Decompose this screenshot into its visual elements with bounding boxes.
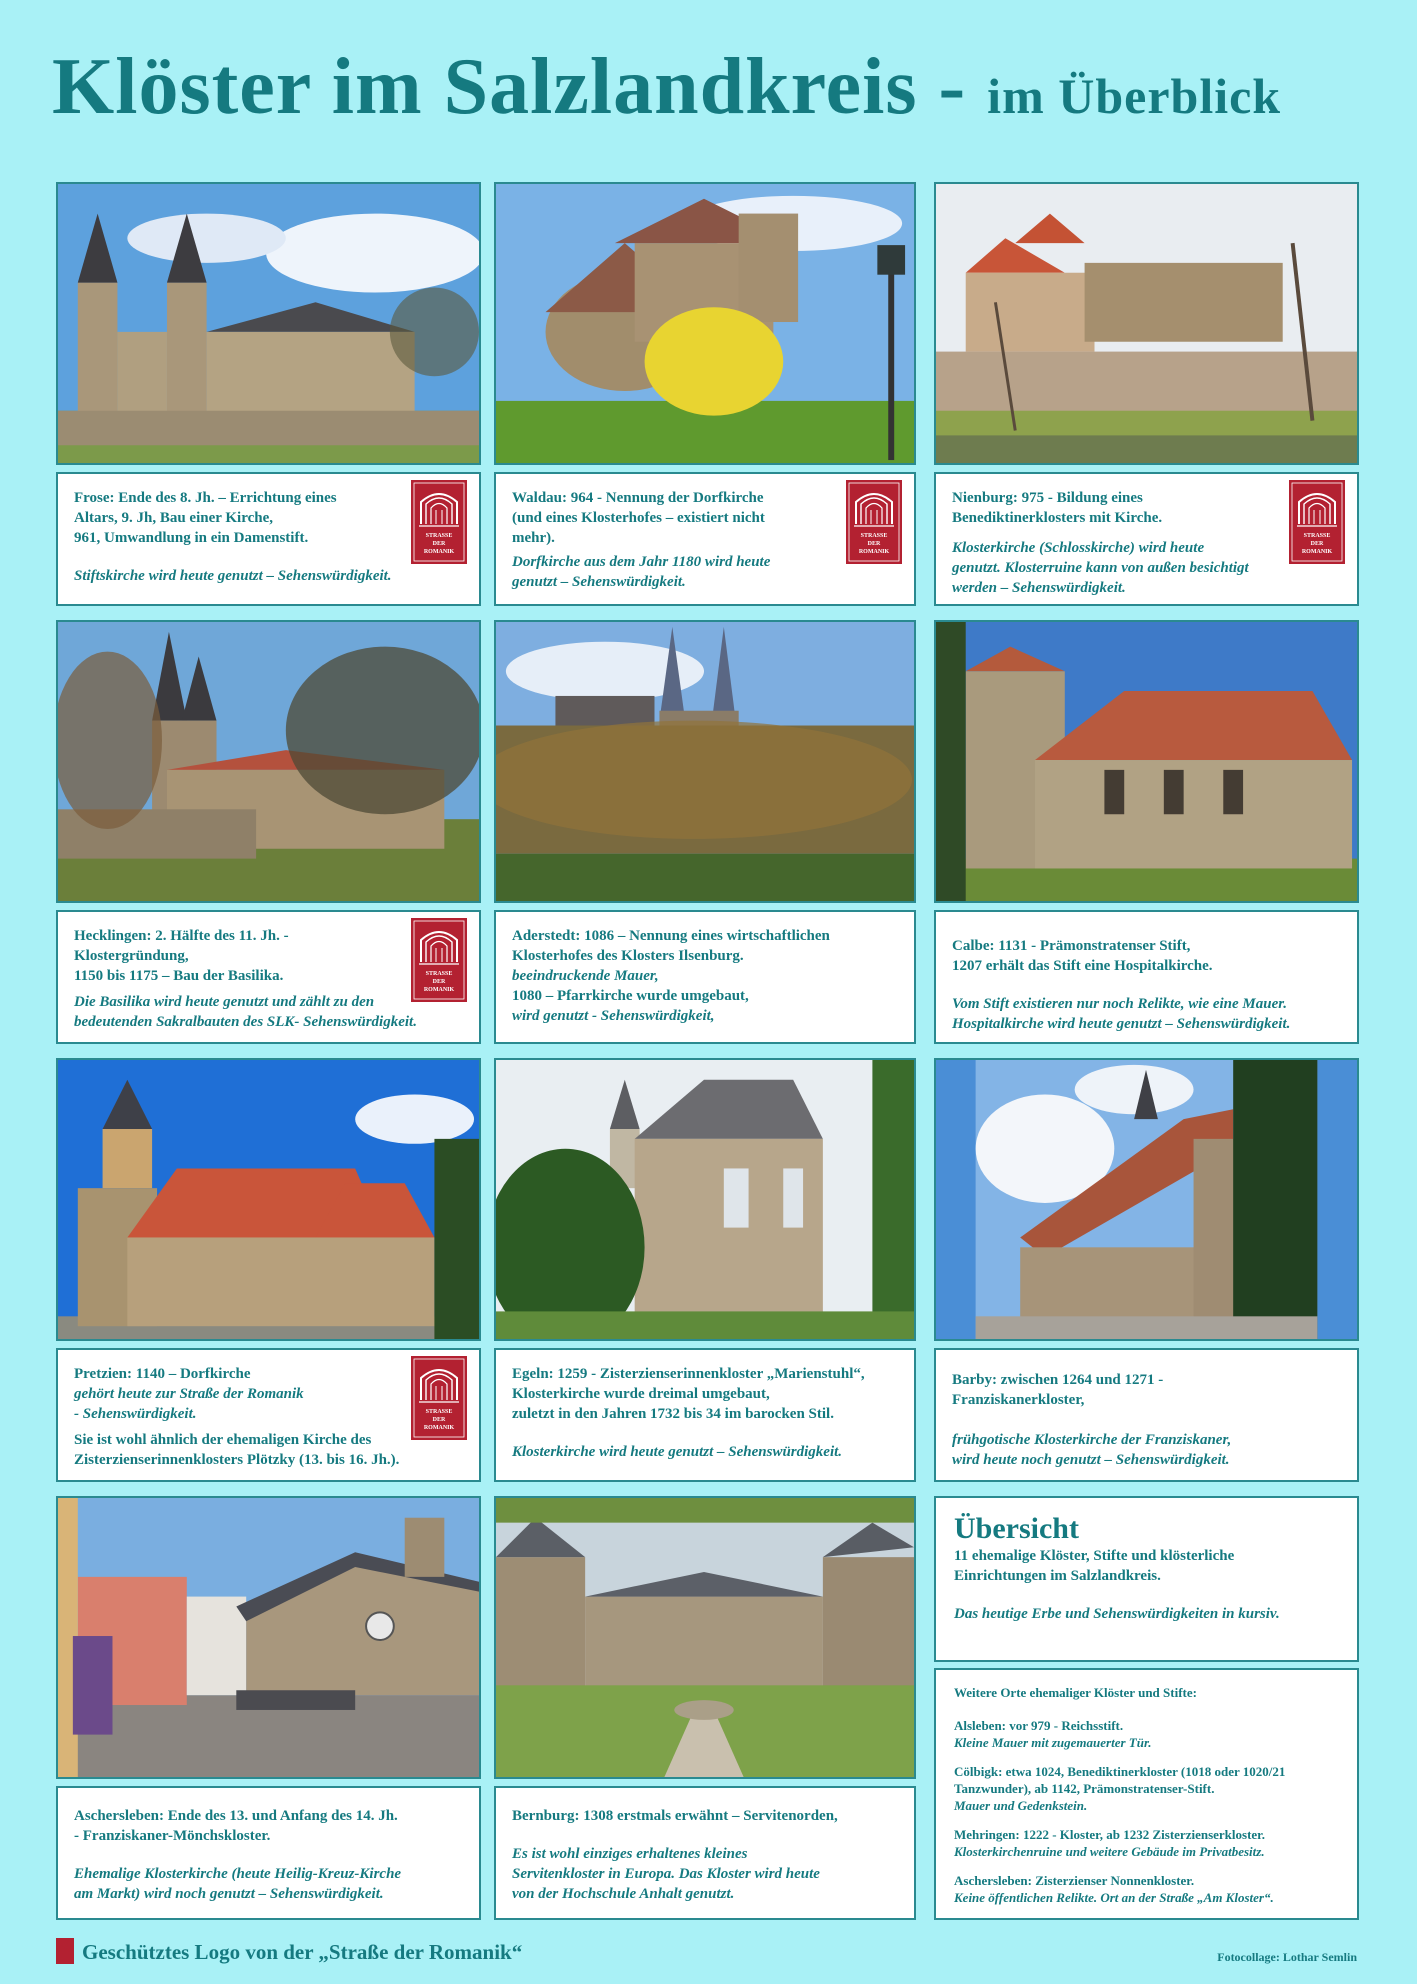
caption-text: Aderstedt: 1086 – Nennung eines wirtschaftlichen	[512, 928, 830, 944]
photo-aderstedt	[494, 620, 916, 903]
caption-bernburg	[494, 1786, 916, 1920]
further-text: Aschersleben: Zisterzienser Nonnenkloster.	[954, 1873, 1195, 1888]
caption-text: Bernburg: 1308 erstmals erwähnt – Servitenorden,	[512, 1808, 838, 1824]
caption-italic: Ehemalige Klosterkirche (heute Heilig-Kreuz-Kirche	[74, 1866, 402, 1882]
title-sub: im Überblick	[987, 68, 1282, 124]
caption-text: zuletzt in den Jahren 1732 bis 34 im barocken Stil.	[512, 1406, 834, 1422]
photo-hecklingen	[56, 620, 481, 903]
further-text: Tanzwunder), ab 1142, Prämonstratenser-Stift.	[954, 1781, 1215, 1796]
further-italic: Keine öffentlichen Relikte. Ort an der Straße „Am Kloster“.	[954, 1890, 1274, 1905]
caption-waldau	[494, 472, 916, 606]
caption-text: Aschersleben: Ende des 13. und Anfang des 14. Jh.	[74, 1808, 398, 1824]
photo-aschersleben	[56, 1496, 481, 1779]
further-heading: Weitere Orte ehemaliger Klöster und Stifte:	[954, 1685, 1197, 1700]
caption-italic: werden – Sehenswürdigkeit.	[952, 580, 1126, 596]
caption-italic: Klosterkirche wird heute genutzt – Sehenswürdigkeit.	[512, 1444, 843, 1460]
caption-italic: Klosterkirche (Schlosskirche) wird heute	[952, 540, 1205, 556]
caption-text: 1080 – Pfarrkirche wurde umgebaut,	[512, 988, 749, 1004]
caption-italic: Hospitalkirche wird heute genutzt – Sehenswürdigkeit.	[952, 1016, 1291, 1032]
caption-italic: frühgotische Klosterkirche der Franziskaner,	[952, 1432, 1232, 1448]
photo-calbe	[934, 620, 1359, 903]
further-text: Alsleben: vor 979 - Reichsstift.	[954, 1718, 1124, 1733]
caption-nienburg	[934, 472, 1359, 606]
caption-italic: am Markt) wird noch genutzt – Sehenswürdigkeit.	[74, 1886, 384, 1902]
caption-italic: von der Hochschule Anhalt genutzt.	[512, 1886, 735, 1902]
caption-text: Barby: zwischen 1264 und 1271 -	[952, 1372, 1164, 1388]
caption-text: Klosterkirche wurde dreimal umgebaut,	[512, 1386, 770, 1402]
footer-note	[56, 1938, 522, 1965]
overview-title: Übersicht	[954, 1512, 1079, 1545]
romanik-logo	[1289, 480, 1345, 564]
caption-italic: Servitenkloster in Europa. Das Kloster wird heute	[512, 1866, 820, 1882]
caption-text: Calbe: 1131 - Prämonstratenser Stift,	[952, 938, 1191, 954]
romanik-mini-logo	[56, 1938, 74, 1964]
further-sites-box	[934, 1668, 1359, 1920]
photo-frose	[56, 182, 481, 465]
caption-italic: Vom Stift existieren nur noch Relikte, wie eine Mauer.	[952, 996, 1288, 1012]
romanik-logo	[846, 480, 902, 564]
caption-text: Benediktinerklosters mit Kirche.	[952, 510, 1163, 526]
overview-text: 11 ehemalige Klöster, Stifte und klösterliche	[954, 1548, 1235, 1564]
photo-bernburg	[494, 1496, 916, 1779]
romanik-logo	[411, 480, 467, 564]
caption-egeln	[494, 1348, 916, 1482]
caption-italic: Es ist wohl einziges erhaltenes kleines	[512, 1846, 748, 1862]
photo-waldau	[494, 182, 916, 465]
caption-calbe	[934, 910, 1359, 1044]
further-text: Mehringen: 1222 - Kloster, ab 1232 Zisterzienserkloster.	[954, 1827, 1265, 1842]
caption-italic: genutzt – Sehenswürdigkeit.	[512, 574, 686, 590]
caption-aschersleben	[56, 1786, 481, 1920]
caption-italic: wird genutzt - Sehenswürdigkeit,	[512, 1008, 715, 1024]
photo-credit: Fotocollage: Lothar Semlin	[1217, 1950, 1357, 1964]
caption-barby	[934, 1348, 1359, 1482]
further-italic: Kleine Mauer mit zugemauerter Tür.	[954, 1735, 1152, 1750]
caption-text: 1207 erhält das Stift eine Hospitalkirche.	[952, 958, 1213, 974]
caption-text: Egeln: 1259 - Zisterzienserinnenkloster „Marienstuhl“,	[512, 1366, 865, 1382]
caption-text: Pretzien: 1140 – Dorfkirche	[74, 1366, 251, 1382]
caption-text: Zisterzienserinnenklosters Plötzky (13. bis 16. Jh.).	[74, 1452, 400, 1468]
caption-text: Altars, 9. Jh, Bau einer Kirche,	[74, 510, 274, 526]
caption-text: (und eines Klosterhofes – existiert nicht	[512, 510, 765, 526]
caption-text: Sie ist wohl ähnlich der ehemaligen Kirche des	[74, 1432, 372, 1448]
photo-barby	[934, 1058, 1359, 1341]
caption-text: Klostergründung,	[74, 948, 189, 964]
caption-italic: - Sehenswürdigkeit.	[74, 1406, 197, 1422]
caption-frose	[56, 472, 481, 606]
caption-italic: genutzt. Klosterruine kann von außen besichtigt	[952, 560, 1249, 576]
photo-nienburg	[934, 182, 1359, 465]
further-italic: Klosterkirchenruine und weitere Gebäude im Privatbesitz.	[954, 1844, 1265, 1859]
caption-pretzien	[56, 1348, 481, 1482]
romanik-logo	[411, 1356, 467, 1440]
caption-italic: Stiftskirche wird heute genutzt – Sehenswürdigkeit.	[74, 568, 392, 584]
page-title	[52, 42, 1382, 142]
caption-italic: bedeutenden Sakralbauten des SLK- Sehenswürdigkeit.	[74, 1014, 417, 1030]
caption-text: 1150 bis 1175 – Bau der Basilika.	[74, 968, 284, 984]
caption-italic: Die Basilika wird heute genutzt und zählt zu den	[74, 994, 375, 1010]
caption-text: 961, Umwandlung in ein Damenstift.	[74, 530, 309, 546]
caption-text: Klosterhofes des Klosters Ilsenburg.	[512, 948, 744, 964]
caption-italic: Dorfkirche aus dem Jahr 1180 wird heute	[512, 554, 771, 570]
caption-hecklingen	[56, 910, 481, 1044]
footer-text: Geschütztes Logo von der „Straße der Romanik“	[82, 1940, 523, 1964]
caption-text: Nienburg: 975 - Bildung eines	[952, 490, 1143, 506]
photo-egeln	[494, 1058, 916, 1341]
caption-text: - Franziskaner-Mönchskloster.	[74, 1828, 271, 1844]
caption-text: Waldau: 964 - Nennung der Dorfkirche	[512, 490, 764, 506]
overview-italic: Das heutige Erbe und Sehenswürdigkeiten in kursiv.	[954, 1606, 1280, 1622]
romanik-logo	[411, 918, 467, 1002]
caption-text: Hecklingen: 2. Hälfte des 11. Jh. -	[74, 928, 289, 944]
further-text: Cölbigk: etwa 1024, Benediktinerkloster (1018 oder 1020/21	[954, 1764, 1286, 1779]
caption-italic: beeindruckende Mauer,	[512, 968, 659, 984]
caption-text: Frose: Ende des 8. Jh. – Errichtung eines	[74, 490, 337, 506]
caption-text: Franziskanerkloster,	[952, 1392, 1085, 1408]
caption-italic: wird heute noch genutzt – Sehenswürdigkeit.	[952, 1452, 1230, 1468]
caption-italic: gehört heute zur Straße der Romanik	[74, 1386, 304, 1402]
title-main: Klöster im Salzlandkreis -	[52, 43, 988, 131]
overview-text: Einrichtungen im Salzlandkreis.	[954, 1568, 1161, 1584]
further-italic: Mauer und Gedenkstein.	[954, 1798, 1088, 1813]
caption-text: mehr).	[512, 530, 555, 546]
caption-aderstedt	[494, 910, 916, 1044]
photo-pretzien	[56, 1058, 481, 1341]
overview-box	[934, 1496, 1359, 1662]
